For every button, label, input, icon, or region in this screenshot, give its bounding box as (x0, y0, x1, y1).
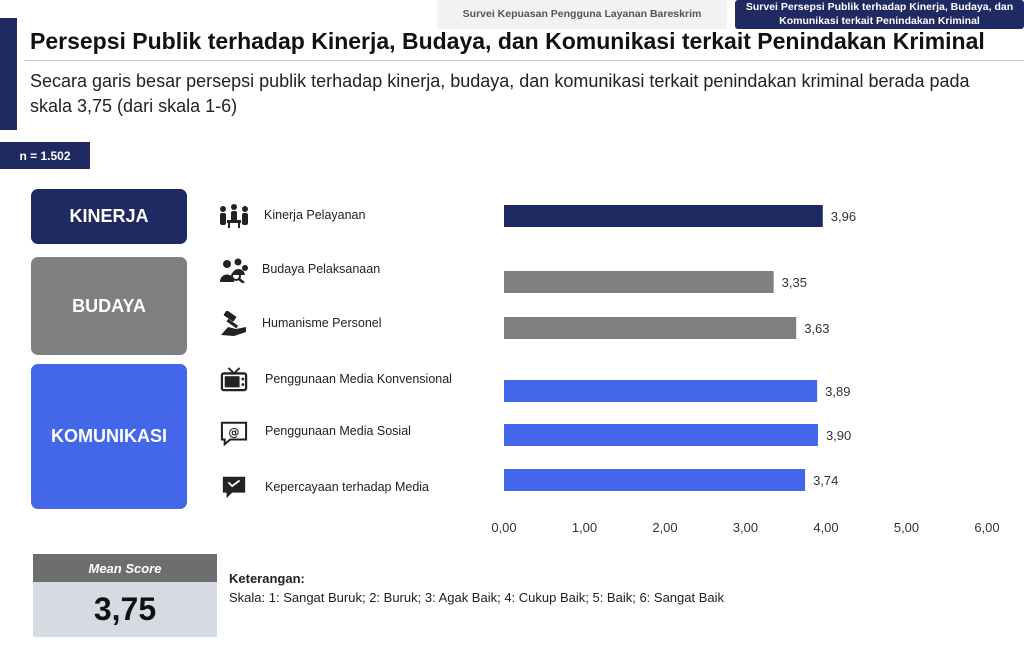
mean-score-label: Mean Score (33, 554, 217, 582)
bar-3 (504, 317, 796, 339)
x-tick-label-6: 5,00 (893, 520, 920, 535)
page-subtitle: Secara garis besar persepsi publik terhadap kinerja, budaya, dan komunikasi terkait penindakan kriminal berada pada skala 3,75 (dari skala 1-6) (30, 71, 970, 116)
label-humanisme-personel: Humanisme Personel (262, 316, 382, 330)
label-budaya-pelaksanaan: Budaya Pelaksanaan (262, 262, 381, 276)
people-meeting-icon (218, 203, 250, 229)
tab-survei-persepsi[interactable]: Survei Persepsi Publik terhadap Kinerja, Budaya, dan Komunikasi terkait Penindakan Kriminal (735, 0, 1024, 29)
bar-4 (504, 380, 817, 402)
bar-value-label-4: 3,89 (825, 384, 851, 399)
bar-value-label-1: 3,96 (830, 209, 857, 224)
x-tick-label-3: 2,00 (652, 520, 678, 535)
svg-text:@: @ (228, 425, 240, 439)
page-title: Persepsi Publik terhadap Kinerja, Budaya, dan Komunikasi terkait Penindakan Kriminal (30, 28, 985, 54)
chat-bubble-icon (218, 474, 250, 500)
label-media-konvensional: Penggunaan Media Konvensional (265, 372, 452, 386)
label-media-sosial: Penggunaan Media Sosial (265, 424, 411, 438)
at-sign-chat-icon (218, 420, 250, 446)
x-tick-label-1: 0,00 (491, 520, 517, 535)
bar-value-label-2: 3,35 (781, 275, 807, 290)
x-tick-label-7: 6,00 (974, 520, 1000, 535)
legend-scale-text: Skala: 1: Sangat Buruk; 2: Buruk; 3: Agak Baik; 4: Cukup Baik; 5: Baik; 6: Sangat Baik (229, 590, 725, 605)
bar-value-label-6: 3,74 (813, 473, 839, 488)
category-kinerja: KINERJA (31, 189, 187, 244)
bar-value-label-5: 3,90 (825, 428, 852, 443)
bar-5 (504, 424, 818, 446)
television-icon (218, 366, 250, 392)
tab-survei-kepuasan[interactable]: Survei Kepuasan Pengguna Layanan Bareskrim (437, 0, 727, 29)
x-tick-label-4: 3,00 (732, 520, 759, 535)
team-group-icon (218, 257, 250, 283)
title-divider (24, 60, 1024, 61)
bar-chart (480, 190, 1024, 550)
x-tick-label-2: 1,00 (571, 520, 598, 535)
x-tick-label-5: 4,00 (813, 520, 839, 535)
category-budaya: BUDAYA (31, 257, 187, 355)
label-kepercayaan-media: Kepercayaan terhadap Media (265, 480, 430, 494)
label-kinerja-pelayanan: Kinerja Pelayanan (264, 208, 366, 222)
bar-value-label-3: 3,63 (804, 321, 830, 336)
category-komunikasi: KOMUNIKASI (31, 364, 187, 509)
sample-size-badge: n = 1.502 (0, 142, 90, 169)
bar-1 (504, 205, 823, 227)
bar-6 (504, 469, 805, 491)
legend-title: Keterangan: (229, 571, 305, 586)
mean-score-value: 3,75 (33, 582, 217, 637)
gavel-hand-icon (218, 311, 250, 337)
accent-bar (0, 18, 17, 130)
bar-2 (504, 271, 774, 293)
